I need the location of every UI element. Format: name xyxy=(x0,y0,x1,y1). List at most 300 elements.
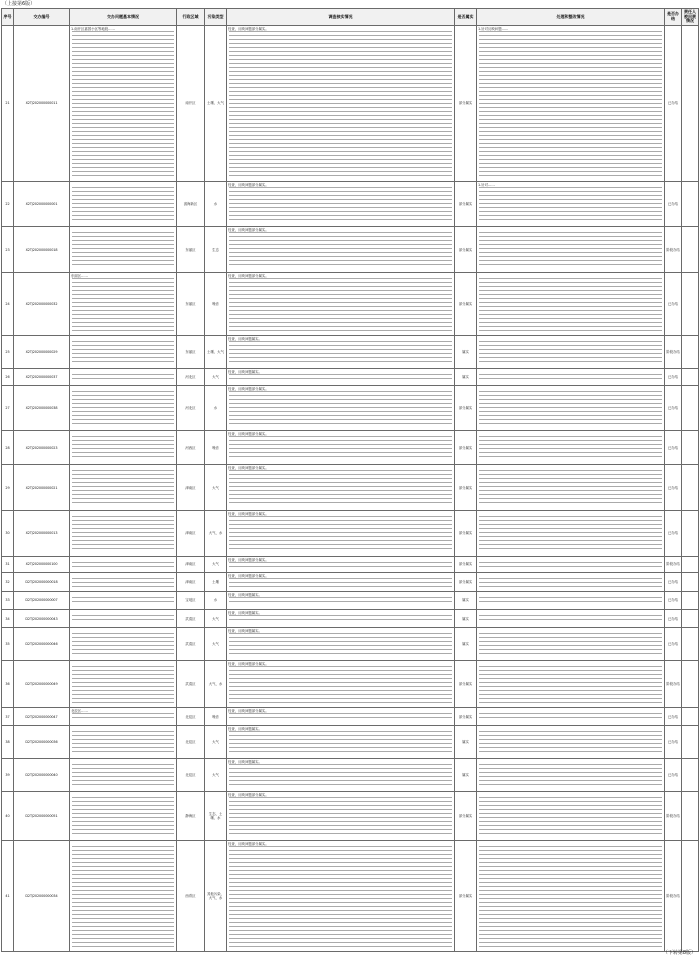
cell-problem-content xyxy=(71,629,175,659)
cell-verified: 部分属实 xyxy=(455,272,477,335)
cell-handling-content xyxy=(478,337,663,367)
cell-problem-content xyxy=(71,274,175,334)
cell-problem-content xyxy=(71,558,175,571)
cell-verification-lead-text: 经查，反映问题部分属实。 xyxy=(228,432,269,437)
cell-handling xyxy=(477,628,665,661)
cell-handling xyxy=(477,511,665,557)
header-verification: 调查核实情况 xyxy=(227,9,455,26)
cell-closed: 已办结 xyxy=(665,272,682,335)
cell-handling xyxy=(477,431,665,465)
table-row xyxy=(2,726,699,759)
cell-verified: 部分属实 xyxy=(455,511,477,557)
cell-problem xyxy=(70,726,177,759)
cell-closed: 阶段办结 xyxy=(665,792,682,841)
cell-handling-text-lines xyxy=(479,341,662,364)
cell-verified: 属实 xyxy=(455,628,477,661)
cell-verification-lead-text: 经查，反映问题部分属实。 xyxy=(228,182,269,187)
cell-problem xyxy=(70,227,177,273)
cell-verification-lead-text: 经查，反映问题部分属实。 xyxy=(228,228,269,233)
cell-problem xyxy=(70,181,177,227)
cell-handling xyxy=(477,759,665,792)
cell-handling-content xyxy=(478,793,663,839)
cell-verification-lead-text: 经查，反映问题部分属实。 xyxy=(228,557,269,562)
cell-verification xyxy=(227,628,455,661)
cell-problem xyxy=(70,610,177,628)
cell-handling-content xyxy=(478,760,663,790)
cell-case-no: X2TJ202000000011 xyxy=(14,25,70,181)
cell-pollution-type: 大气 xyxy=(205,759,227,792)
cell-accountability xyxy=(682,841,699,952)
cell-verification xyxy=(227,385,455,431)
table-row xyxy=(2,572,699,591)
cell-verification-content xyxy=(228,727,453,757)
table-row xyxy=(2,511,699,557)
cell-closed: 已办结 xyxy=(665,628,682,661)
cell-handling-lead-text: 1.针对…… xyxy=(478,182,495,187)
cell-problem xyxy=(70,572,177,591)
cell-case-no: D2TJ202000000034 xyxy=(14,841,70,952)
cell-problem-text-lines xyxy=(72,374,174,381)
cell-closed: 已办结 xyxy=(665,708,682,726)
cell-verification-text-lines xyxy=(229,516,452,552)
cell-handling-content xyxy=(478,228,663,271)
cell-no: 30 xyxy=(2,511,14,557)
cell-closed: 已办结 xyxy=(665,726,682,759)
cell-problem-text-lines xyxy=(72,597,174,605)
cell-verification-content xyxy=(228,574,453,590)
cell-verification-content xyxy=(228,629,453,659)
cell-problem xyxy=(70,759,177,792)
cell-problem-lead-text: 东丽区…… xyxy=(71,273,88,278)
cell-problem-content xyxy=(71,370,175,384)
cell-problem-content xyxy=(71,611,175,626)
cell-no: 36 xyxy=(2,661,14,708)
table-row xyxy=(2,759,699,792)
cell-district: 武清区 xyxy=(177,610,205,628)
cell-case-no: X2TJ202000000032 xyxy=(14,272,70,335)
cell-verification-text-lines xyxy=(229,470,452,506)
cell-problem-text-lines xyxy=(72,846,174,947)
cell-verification-lead-text: 经查，反映问题部分属实。 xyxy=(228,793,269,798)
cell-verification-lead-text: 经查，反映问题部分属实。 xyxy=(228,386,269,391)
cell-handling-content xyxy=(478,183,663,226)
header-case-no: 交办编号 xyxy=(14,9,70,26)
cell-problem xyxy=(70,841,177,952)
cell-closed: 已办结 xyxy=(665,610,682,628)
cell-district: 武清区 xyxy=(177,661,205,708)
cell-closed: 已办结 xyxy=(665,368,682,385)
cell-case-no: D2TJ202000000049 xyxy=(14,661,70,708)
cell-problem-lead-text: 北辰区…… xyxy=(71,709,88,714)
cell-verification-lead-text: 经查，反映问题部分属实。 xyxy=(228,273,269,278)
cell-case-no: X2TJ202000000018 xyxy=(14,227,70,273)
cell-handling-text-lines xyxy=(479,516,662,552)
cell-handling-text-lines xyxy=(479,562,662,568)
cell-district: 西青区 xyxy=(177,841,205,952)
cell-district: 东丽区 xyxy=(177,272,205,335)
cell-verification xyxy=(227,661,455,708)
cell-handling-content xyxy=(478,512,663,555)
cell-verified: 属实 xyxy=(455,335,477,368)
cell-accountability xyxy=(682,556,699,572)
cell-no: 34 xyxy=(2,610,14,628)
cell-district: 津南区 xyxy=(177,556,205,572)
cell-pollution-type: 噪音 xyxy=(205,708,227,726)
cell-problem-content xyxy=(71,662,175,706)
cell-no: 23 xyxy=(2,227,14,273)
cell-district: 滨海新区 xyxy=(177,181,205,227)
cell-problem xyxy=(70,511,177,557)
cell-verified: 部分属实 xyxy=(455,227,477,273)
cell-verification-text-lines xyxy=(229,797,452,836)
cell-verification-lead-text: 经查，反映问题属实。 xyxy=(228,336,262,341)
table-row xyxy=(2,792,699,841)
cell-verification-content xyxy=(228,558,453,571)
cell-problem-text-lines xyxy=(72,341,174,364)
cell-verification-content xyxy=(228,27,453,180)
cell-no: 32 xyxy=(2,572,14,591)
cell-verification-text-lines xyxy=(229,578,452,587)
continued-to-note: （下转第8版） xyxy=(662,950,696,956)
cell-verification-lead-text: 经查，反映问题部分属实。 xyxy=(228,709,269,714)
cell-pollution-type: 大气 xyxy=(205,368,227,385)
cell-handling-content xyxy=(478,466,663,509)
table-row xyxy=(2,610,699,628)
cell-verification-text-lines xyxy=(229,436,452,460)
cell-problem-content xyxy=(71,842,175,950)
cell-handling xyxy=(477,572,665,591)
cell-closed: 阶段办结 xyxy=(665,841,682,952)
cell-problem-content xyxy=(71,793,175,839)
cell-verified: 属实 xyxy=(455,726,477,759)
cell-handling-content xyxy=(478,593,663,608)
cell-problem-text-lines xyxy=(72,797,174,836)
table-row xyxy=(2,181,699,227)
cell-problem xyxy=(70,385,177,431)
cell-verification-content xyxy=(228,793,453,839)
cell-pollution-type: 其他污染、大气、水 xyxy=(205,841,227,952)
cell-verification xyxy=(227,591,455,609)
cell-verified: 部分属实 xyxy=(455,661,477,708)
cell-problem xyxy=(70,661,177,708)
cell-case-no: X2TJ202000000038 xyxy=(14,385,70,431)
cell-verification-lead-text: 经查，反映问题属实。 xyxy=(228,611,262,616)
cell-handling-text-lines xyxy=(479,764,662,787)
cell-pollution-type: 生态、土壤、水 xyxy=(205,792,227,841)
cell-pollution-type: 大气 xyxy=(205,465,227,511)
cell-verification-text-lines xyxy=(229,341,452,364)
cell-verified: 部分属实 xyxy=(455,572,477,591)
table-row xyxy=(2,708,699,726)
cell-pollution-type: 噪音 xyxy=(205,431,227,465)
cell-case-no: D2TJ202000000018 xyxy=(14,572,70,591)
cell-handling-text-lines xyxy=(479,436,662,460)
cell-verified: 部分属实 xyxy=(455,465,477,511)
cell-verified: 属实 xyxy=(455,610,477,628)
cell-accountability xyxy=(682,591,699,609)
cell-handling-text-lines xyxy=(479,846,662,947)
cell-verification-content xyxy=(228,228,453,271)
cell-pollution-type: 大气 xyxy=(205,556,227,572)
cell-verification xyxy=(227,511,455,557)
cell-verification-text-lines xyxy=(229,187,452,223)
table-row xyxy=(2,227,699,273)
cell-verification xyxy=(227,465,455,511)
cell-accountability xyxy=(682,610,699,628)
cell-verified: 部分属实 xyxy=(455,385,477,431)
cell-district: 北辰区 xyxy=(177,759,205,792)
cell-handling xyxy=(477,272,665,335)
cell-no: 26 xyxy=(2,368,14,385)
cell-verification-lead-text: 经查，反映问题属实。 xyxy=(228,629,262,634)
cell-verification xyxy=(227,708,455,726)
cell-case-no: D2TJ202000000046 xyxy=(14,628,70,661)
table-row xyxy=(2,385,699,431)
cell-verification xyxy=(227,25,455,181)
cell-case-no: X2TJ202000000029 xyxy=(14,335,70,368)
cell-problem xyxy=(70,272,177,335)
cell-accountability xyxy=(682,272,699,335)
cell-handling-text-lines xyxy=(479,713,662,721)
cell-accountability xyxy=(682,465,699,511)
cell-handling xyxy=(477,661,665,708)
complaint-table xyxy=(1,8,699,952)
cell-handling xyxy=(477,25,665,181)
table-row xyxy=(2,465,699,511)
cell-handling-text-lines xyxy=(479,615,662,623)
cell-problem-text-lines xyxy=(72,764,174,787)
cell-problem-text-lines xyxy=(72,516,174,552)
cell-problem-text-lines xyxy=(72,232,174,268)
cell-problem xyxy=(70,628,177,661)
cell-handling-text-lines xyxy=(479,731,662,754)
cell-verification xyxy=(227,792,455,841)
cell-verification xyxy=(227,272,455,335)
cell-closed: 已办结 xyxy=(665,25,682,181)
cell-problem-text-lines xyxy=(72,633,174,656)
cell-verification-lead-text: 经查，反映问题部分属实。 xyxy=(228,662,269,667)
table-row xyxy=(2,556,699,572)
cell-handling-lead-text: 1.针对反映问题…… xyxy=(478,26,509,31)
cell-no: 21 xyxy=(2,25,14,181)
cell-no: 41 xyxy=(2,841,14,952)
cell-accountability xyxy=(682,661,699,708)
cell-no: 35 xyxy=(2,628,14,661)
cell-handling-content xyxy=(478,662,663,706)
cell-no: 22 xyxy=(2,181,14,227)
cell-verification-content xyxy=(228,183,453,226)
cell-district: 北辰区 xyxy=(177,726,205,759)
cell-accountability xyxy=(682,792,699,841)
cell-problem xyxy=(70,591,177,609)
cell-verification-lead-text: 经查，反映问题部分属实。 xyxy=(228,842,269,847)
table-row xyxy=(2,272,699,335)
cell-handling-content xyxy=(478,432,663,463)
cell-handling xyxy=(477,792,665,841)
cell-verification xyxy=(227,181,455,227)
cell-handling xyxy=(477,465,665,511)
cell-problem-text-lines xyxy=(72,436,174,460)
cell-verification xyxy=(227,368,455,385)
cell-problem-text-lines xyxy=(72,391,174,427)
cell-handling xyxy=(477,385,665,431)
cell-verification-content xyxy=(228,611,453,626)
cell-problem-text-lines xyxy=(72,578,174,587)
cell-verification xyxy=(227,572,455,591)
cell-pollution-type: 土壤、大气 xyxy=(205,25,227,181)
cell-pollution-type: 大气 xyxy=(205,726,227,759)
cell-handling-content xyxy=(478,629,663,659)
cell-district: 津南区 xyxy=(177,465,205,511)
cell-case-no: X2TJ202000000023 xyxy=(14,431,70,465)
cell-verified: 属实 xyxy=(455,591,477,609)
cell-no: 28 xyxy=(2,431,14,465)
cell-verification-text-lines xyxy=(229,666,452,703)
cell-district: 津南区 xyxy=(177,572,205,591)
cell-verification-text-lines xyxy=(229,562,452,568)
cell-verification-content xyxy=(228,842,453,950)
cell-problem-content xyxy=(71,593,175,608)
cell-closed: 已办结 xyxy=(665,591,682,609)
cell-no: 24 xyxy=(2,272,14,335)
cell-handling-content xyxy=(478,558,663,571)
cell-no: 27 xyxy=(2,385,14,431)
cell-no: 29 xyxy=(2,465,14,511)
cell-verified: 部分属实 xyxy=(455,556,477,572)
cell-accountability xyxy=(682,385,699,431)
cell-verification-content xyxy=(228,760,453,790)
cell-verification-text-lines xyxy=(229,374,452,381)
cell-verification xyxy=(227,431,455,465)
cell-handling-content xyxy=(478,709,663,724)
cell-case-no: X2TJ202000000100 xyxy=(14,556,70,572)
cell-no: 39 xyxy=(2,759,14,792)
cell-district: 河北区 xyxy=(177,368,205,385)
cell-district: 南开区 xyxy=(177,25,205,181)
cell-district: 宝坻区 xyxy=(177,591,205,609)
cell-problem-text-lines xyxy=(72,731,174,754)
cell-pollution-type: 大气、水 xyxy=(205,661,227,708)
cell-verification xyxy=(227,759,455,792)
cell-verification-content xyxy=(228,709,453,724)
cell-problem-text-lines xyxy=(72,278,174,331)
cell-accountability xyxy=(682,511,699,557)
cell-problem-content xyxy=(71,228,175,271)
cell-problem-content xyxy=(71,709,175,724)
cell-handling-text-lines xyxy=(479,278,662,331)
cell-verification-lead-text: 经查，反映问题属实。 xyxy=(228,727,262,732)
cell-verification xyxy=(227,335,455,368)
cell-pollution-type: 大气、水 xyxy=(205,511,227,557)
cell-problem-text-lines xyxy=(72,666,174,703)
cell-problem-text-lines xyxy=(72,470,174,506)
table-row xyxy=(2,25,699,181)
cell-closed: 已办结 xyxy=(665,465,682,511)
cell-handling-text-lines xyxy=(479,597,662,605)
cell-accountability xyxy=(682,181,699,227)
cell-verified: 属实 xyxy=(455,368,477,385)
cell-problem xyxy=(70,368,177,385)
table-header-row xyxy=(2,9,699,26)
cell-verification-content xyxy=(228,662,453,706)
header-district: 行政区域 xyxy=(177,9,205,26)
cell-case-no: D2TJ202000000051 xyxy=(14,792,70,841)
cell-verification-lead-text: 经查，反映问题属实。 xyxy=(228,760,262,765)
cell-closed: 阶段办结 xyxy=(665,227,682,273)
cell-problem-content xyxy=(71,27,175,180)
cell-accountability xyxy=(682,708,699,726)
cell-pollution-type: 土壤 xyxy=(205,572,227,591)
cell-pollution-type: 水 xyxy=(205,591,227,609)
cell-verification-content xyxy=(228,466,453,509)
cell-handling-content xyxy=(478,387,663,430)
cell-district: 武清区 xyxy=(177,628,205,661)
cell-accountability xyxy=(682,25,699,181)
cell-case-no: D2TJ202000000047 xyxy=(14,708,70,726)
cell-pollution-type: 大气 xyxy=(205,628,227,661)
cell-verified: 部分属实 xyxy=(455,431,477,465)
cell-district: 河北区 xyxy=(177,385,205,431)
cell-verification-text-lines xyxy=(229,764,452,787)
cell-district: 静海区 xyxy=(177,792,205,841)
cell-problem-content xyxy=(71,432,175,463)
cell-verification xyxy=(227,227,455,273)
cell-case-no: D2TJ202000000036 xyxy=(14,726,70,759)
cell-closed: 已办结 xyxy=(665,511,682,557)
cell-problem xyxy=(70,431,177,465)
cell-district: 东丽区 xyxy=(177,335,205,368)
cell-verification-text-lines xyxy=(229,391,452,427)
cell-pollution-type: 大气 xyxy=(205,610,227,628)
cell-problem xyxy=(70,556,177,572)
table-row xyxy=(2,661,699,708)
continued-from-note: （上接第6版） xyxy=(2,1,36,7)
cell-closed: 阶段办结 xyxy=(665,661,682,708)
cell-verification-text-lines xyxy=(229,278,452,331)
cell-handling-text-lines xyxy=(479,797,662,836)
cell-verified: 部分属实 xyxy=(455,25,477,181)
cell-problem-text-lines xyxy=(72,713,174,721)
cell-handling-text-lines xyxy=(479,187,662,223)
cell-no: 37 xyxy=(2,708,14,726)
cell-no: 31 xyxy=(2,556,14,572)
cell-problem xyxy=(70,465,177,511)
cell-verified: 部分属实 xyxy=(455,841,477,952)
cell-problem-text-lines xyxy=(72,187,174,223)
cell-closed: 已办结 xyxy=(665,572,682,591)
cell-verification-lead-text: 经查，反映问题属实。 xyxy=(228,592,262,597)
cell-verification-text-lines xyxy=(229,846,452,947)
cell-verified: 部分属实 xyxy=(455,708,477,726)
cell-pollution-type: 噪音 xyxy=(205,272,227,335)
cell-handling-content xyxy=(478,727,663,757)
cell-district: 河西区 xyxy=(177,431,205,465)
cell-case-no: D2TJ202000000043 xyxy=(14,610,70,628)
cell-verification-content xyxy=(228,512,453,555)
cell-problem-content xyxy=(71,387,175,430)
cell-problem-content xyxy=(71,466,175,509)
cell-problem xyxy=(70,708,177,726)
table-body xyxy=(2,25,699,951)
cell-verification-lead-text: 经查，反映问题部分属实。 xyxy=(228,466,269,471)
cell-problem xyxy=(70,25,177,181)
cell-accountability xyxy=(682,335,699,368)
header-no: 序号 xyxy=(2,9,14,26)
cell-pollution-type: 土壤、大气 xyxy=(205,335,227,368)
cell-problem-content xyxy=(71,760,175,790)
cell-accountability xyxy=(682,227,699,273)
cell-case-no: D2TJ202000000007 xyxy=(14,591,70,609)
